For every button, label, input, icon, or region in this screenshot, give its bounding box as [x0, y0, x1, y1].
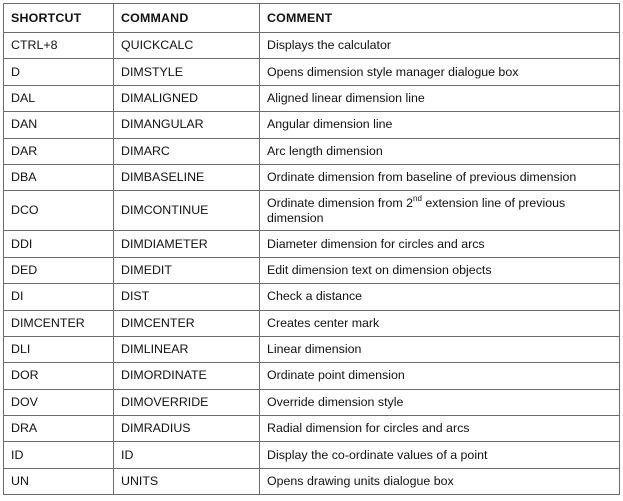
command-cell: UNITS — [114, 468, 260, 494]
comment-cell: Override dimension style — [260, 389, 620, 415]
shortcut-cell: DLI — [4, 336, 114, 362]
shortcut-cell: DAR — [4, 138, 114, 164]
command-cell: DIMSTYLE — [114, 59, 260, 85]
comment-cell: Diameter dimension for circles and arcs — [260, 231, 620, 257]
comment-cell: Angular dimension line — [260, 112, 620, 138]
shortcut-cell: DCO — [4, 191, 114, 231]
command-cell: DIMEDIT — [114, 257, 260, 283]
table-row — [4, 59, 620, 85]
shortcut-cell: DOV — [4, 389, 114, 415]
shortcut-cell: DIMCENTER — [4, 310, 114, 336]
table-row — [4, 363, 620, 389]
table-row — [4, 191, 620, 231]
shortcut-cell: CTRL+8 — [4, 33, 114, 59]
shortcut-cell: ID — [4, 442, 114, 468]
shortcut-cell: DAL — [4, 85, 114, 111]
command-cell: DIMORDINATE — [114, 363, 260, 389]
comment-cell: Ordinate dimension from baseline of previous dimension — [260, 164, 620, 190]
comment-cell: Linear dimension — [260, 336, 620, 362]
comment-cell: Check a distance — [260, 284, 620, 310]
table-row — [4, 112, 620, 138]
command-cell: DIMCONTINUE — [114, 191, 260, 231]
comment-cell — [260, 191, 620, 231]
table-row — [4, 468, 620, 494]
shortcut-cell: DI — [4, 284, 114, 310]
command-cell: DIMOVERRIDE — [114, 389, 260, 415]
table-row — [4, 442, 620, 468]
command-cell: DIMBASELINE — [114, 164, 260, 190]
command-cell: DIMLINEAR — [114, 336, 260, 362]
command-cell: QUICKCALC — [114, 33, 260, 59]
comment-text-end: extension line of previous dimension — [267, 195, 566, 225]
command-cell: DIMANGULAR — [114, 112, 260, 138]
table-row — [4, 85, 620, 111]
comment-cell: Creates center mark — [260, 310, 620, 336]
command-cell: DIMARC — [114, 138, 260, 164]
comment-cell: Edit dimension text on dimension objects — [260, 257, 620, 283]
comment-cell: Opens drawing units dialogue box — [260, 468, 620, 494]
table-row — [4, 336, 620, 362]
comment-cell: Opens dimension style manager dialogue box — [260, 59, 620, 85]
shortcut-table — [3, 3, 620, 495]
shortcut-cell: D — [4, 59, 114, 85]
table-row — [4, 138, 620, 164]
header-comment: COMMENT — [260, 4, 620, 33]
shortcut-cell: DED — [4, 257, 114, 283]
comment-cell: Displays the calculator — [260, 33, 620, 59]
command-cell: DIMALIGNED — [114, 85, 260, 111]
table-row — [4, 284, 620, 310]
comment-cell: Ordinate point dimension — [260, 363, 620, 389]
table-header-row — [4, 4, 620, 33]
command-cell: DIMCENTER — [114, 310, 260, 336]
command-cell: DIMRADIUS — [114, 416, 260, 442]
shortcut-cell: DDI — [4, 231, 114, 257]
table-row — [4, 389, 620, 415]
comment-cell: Aligned linear dimension line — [260, 85, 620, 111]
table-row — [4, 33, 620, 59]
comment-cell: Display the co-ordinate values of a point — [260, 442, 620, 468]
command-cell: ID — [114, 442, 260, 468]
shortcut-cell: UN — [4, 468, 114, 494]
ordinal-superscript: nd — [413, 193, 422, 203]
comment-cell: Arc length dimension — [260, 138, 620, 164]
shortcut-cell: DOR — [4, 363, 114, 389]
shortcut-cell: DBA — [4, 164, 114, 190]
command-cell: DIST — [114, 284, 260, 310]
header-command: COMMAND — [114, 4, 260, 33]
comment-text-start: Ordinate dimension from 2 — [267, 195, 414, 210]
table-row — [4, 231, 620, 257]
command-cell: DIMDIAMETER — [114, 231, 260, 257]
table-row — [4, 310, 620, 336]
header-shortcut: SHORTCUT — [4, 4, 114, 33]
shortcut-cell: DRA — [4, 416, 114, 442]
table-row — [4, 416, 620, 442]
table-row — [4, 257, 620, 283]
table-row — [4, 164, 620, 190]
shortcut-cell: DAN — [4, 112, 114, 138]
comment-cell: Radial dimension for circles and arcs — [260, 416, 620, 442]
